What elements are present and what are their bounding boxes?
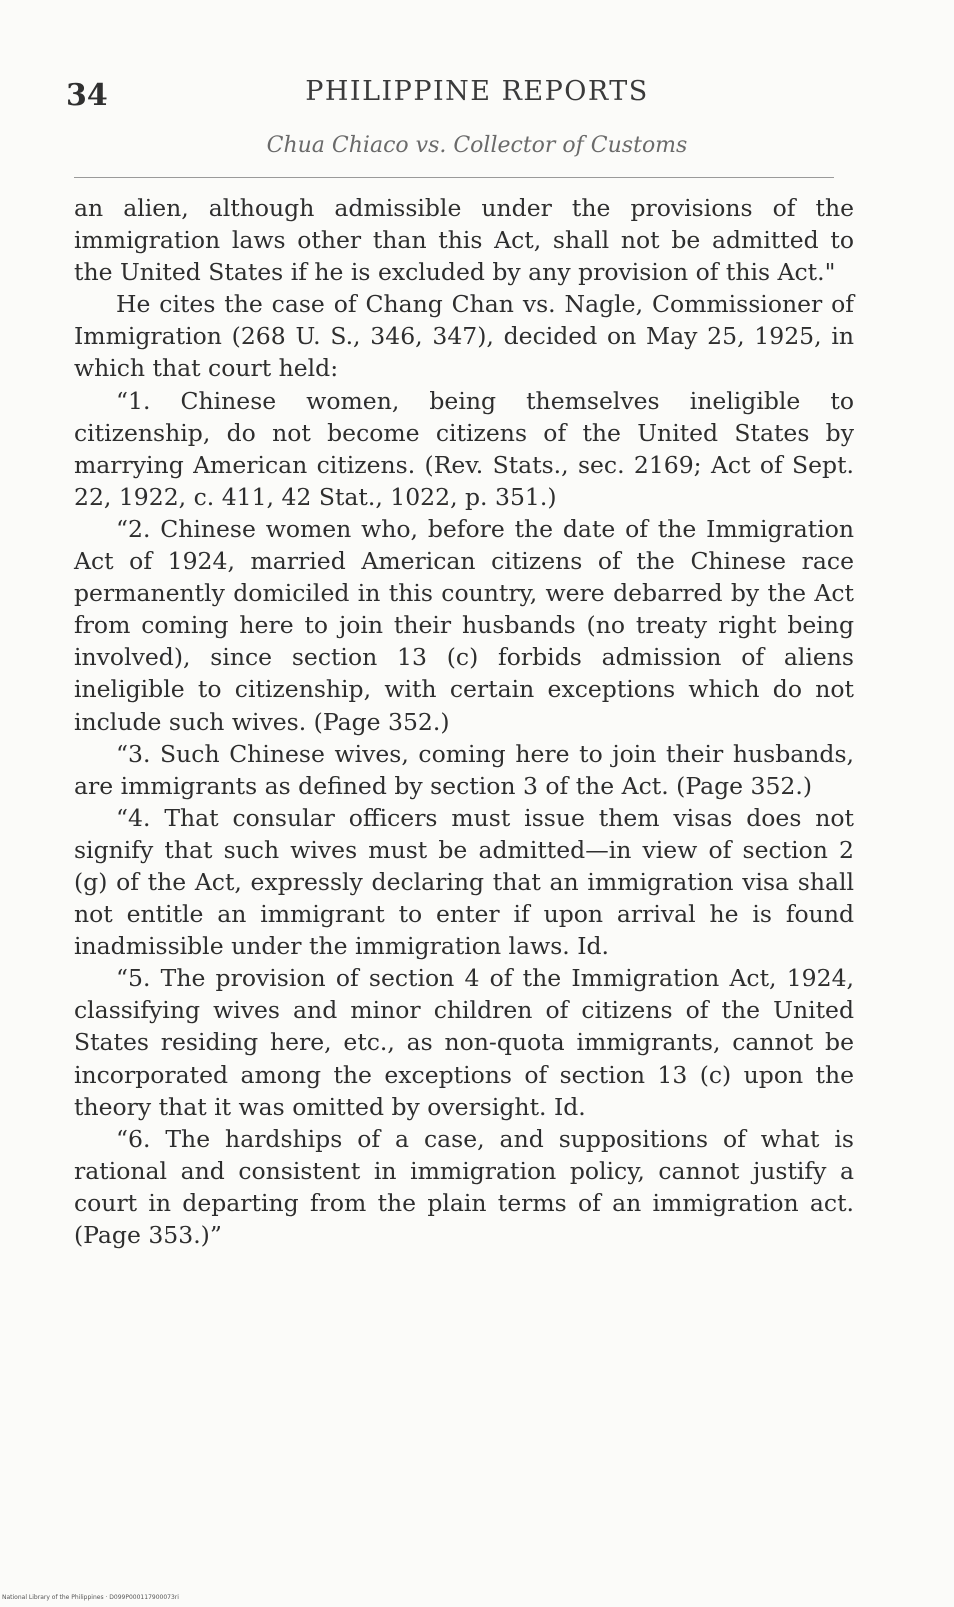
paragraph-holding-2: “2. Chinese women who, before the date of the Immigration Act of 1924, married American citizens of the Chinese race permanently domiciled in this country, were debarred by the Act from coming here to join their husbands (no treaty right being involved), since section 13 (c) forbids admission of aliens ineligible to citizenship, with certain exceptions which do not include such wives. (Page 352.): [74, 514, 854, 736]
header-rule: [74, 177, 834, 178]
paragraph-holding-1: “1. Chinese women, being themselves ineligible to citizenship, do not become citizens of the United States by marrying American citizens. (Rev. Stats., sec. 2169; Act of Sept. 22, 1922, c. 411, 42 Stat., 1022, p. 351.): [74, 386, 854, 511]
paragraph-holding-4: “4. That consular officers must issue them visas does not signify that such wives must be admitted—in view of section 2 (g) of the Act, expressly declaring that an immigration visa shall not entitle an immigrant to enter if upon arrival he is found inadmissible under the immigration laws. Id.: [74, 803, 854, 961]
body-text: [74, 192, 854, 1251]
paragraph-case-citation: He cites the case of Chang Chan vs. Nagle, Commissioner of Immigration (268 U. S., 346, 347), decided on May 25, 1925, in which that court held:: [74, 290, 854, 383]
footer-credit: National Library of the Philippines · D099P000117900073ri: [2, 1594, 179, 1601]
paragraph-holding-6: “6. The hardships of a case, and suppositions of what is rational and consistent in immigration policy, cannot justify a court in departing from the plain terms of an immigration act. (Page 353.)”: [74, 1124, 854, 1249]
page-number: 34: [66, 78, 108, 113]
case-caption: Chua Chiaco vs. Collector of Customs: [266, 133, 688, 158]
running-title: PHILIPPINE REPORTS: [305, 76, 649, 107]
paragraph-continuation: an alien, although admissible under the provisions of the immigration laws other than this Act, shall not be admitted to the United States if he is excluded by any provision of this Act.": [74, 194, 854, 287]
paragraph-holding-5: “5. The provision of section 4 of the Immigration Act, 1924, classifying wives and minor children of citizens of the United States residing here, etc., as non-quota immigrants, cannot be incorporated among the exceptions of section 13 (c) upon the theory that it was omitted by oversight. Id.: [74, 964, 854, 1121]
paragraph-holding-3: “3. Such Chinese wives, coming here to join their husbands, are immigrants as defined by section 3 of the Act. (Page 352.): [74, 739, 854, 800]
